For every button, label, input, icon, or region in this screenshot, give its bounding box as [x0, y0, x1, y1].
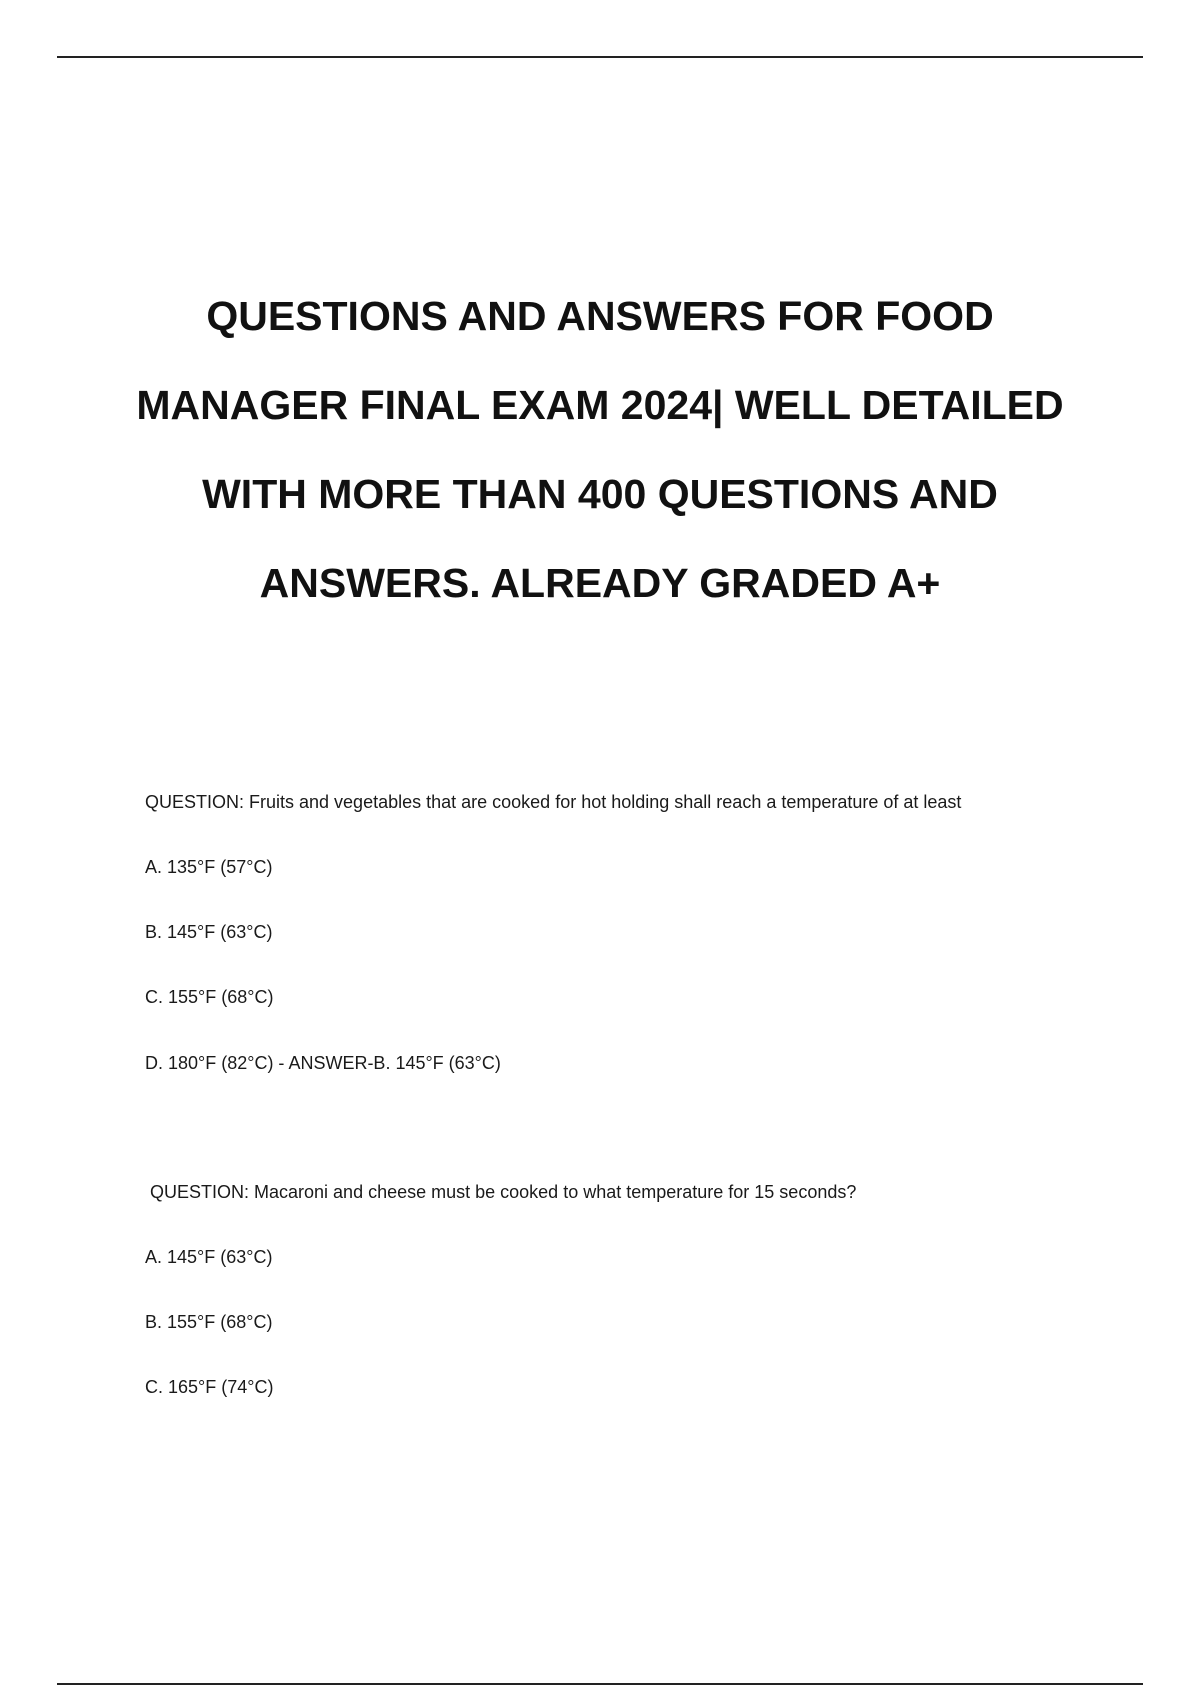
- title-line: WITH MORE THAN 400 QUESTIONS AND: [202, 471, 998, 517]
- bottom-divider: [57, 1683, 1143, 1685]
- answer-option-with-answer: D. 180°F (82°C) - ANSWER-B. 145°F (63°C): [145, 1053, 501, 1073]
- answer-option: B. 155°F (68°C): [145, 1312, 273, 1332]
- top-divider: [57, 56, 1143, 58]
- question-text: QUESTION: Fruits and vegetables that are cooked for hot holding shall reach a temperature of at least: [145, 792, 962, 812]
- question-block: [145, 1180, 1095, 1399]
- answer-option: A. 145°F (63°C): [145, 1247, 273, 1267]
- answer-option: C. 165°F (74°C): [145, 1377, 274, 1397]
- title-line: ANSWERS. ALREADY GRADED A+: [259, 560, 941, 606]
- answer-option: B. 145°F (63°C): [145, 922, 273, 942]
- title-line: QUESTIONS AND ANSWERS FOR FOOD: [206, 293, 994, 339]
- answer-option: C. 155°F (68°C): [145, 987, 274, 1007]
- answer-option: A. 135°F (57°C): [145, 857, 273, 877]
- document-title: [100, 272, 1100, 628]
- question-text: QUESTION: Macaroni and cheese must be cooked to what temperature for 15 seconds?: [150, 1182, 857, 1202]
- title-line: MANAGER FINAL EXAM 2024| WELL DETAILED: [136, 382, 1064, 428]
- question-block: [145, 790, 1095, 1075]
